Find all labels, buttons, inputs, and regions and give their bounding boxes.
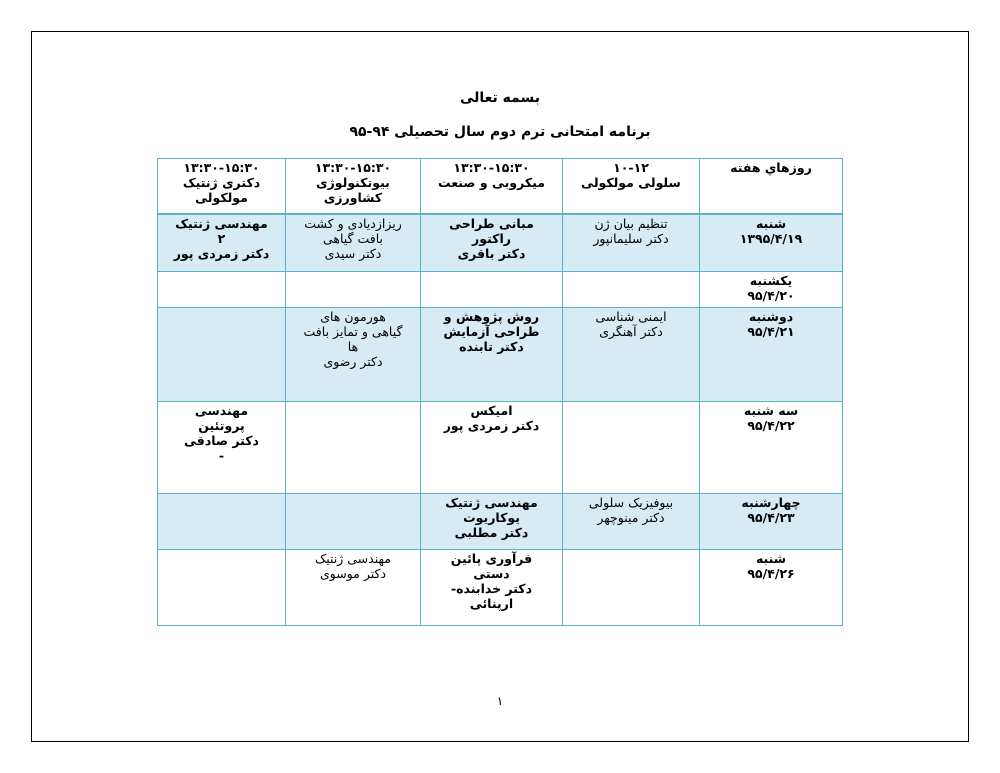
table-row (158, 308, 843, 402)
cell-line: دکتر سیدی (324, 245, 382, 261)
cell-line: دکتر زمردی پور (173, 245, 270, 261)
table-header-row (158, 159, 843, 214)
cell-line: گیاهی و تمایز بافت (303, 324, 403, 339)
header-col-3 (286, 159, 421, 214)
course-cell (286, 402, 421, 494)
cell-line: ارپنائی (469, 596, 514, 611)
course-cell (421, 272, 563, 308)
cell-line: دکتر مطلبی (454, 525, 529, 540)
day-cell (700, 494, 843, 550)
day-cell (700, 308, 843, 402)
cell-line: هورمون های (320, 309, 386, 324)
course-cell (421, 214, 563, 272)
cell-line: دکتر باقری (457, 245, 526, 261)
cell-line: بیوتکنولوژی (316, 175, 390, 190)
day-cell (700, 550, 843, 626)
cell-line: دکتر آهنگری (599, 324, 663, 339)
cell-line: پروتئین (198, 418, 245, 433)
exam-schedule-table (157, 158, 843, 626)
cell-line: ایمنی شناسی (595, 309, 667, 324)
cell-line: تنظیم بیان ژن (594, 215, 668, 231)
day-cell (700, 214, 843, 272)
cell-line: ۹۵/۴/۲۶ (747, 566, 795, 581)
cell-line: کشاورزی (323, 190, 383, 205)
header-day (700, 159, 843, 214)
header-col-2 (421, 159, 563, 214)
day-cell (700, 272, 843, 308)
cell-line: ۱۳۹۵/۴/۱۹ (739, 230, 803, 246)
cell-line: ۹۵/۴/۲۰ (747, 288, 795, 303)
cell-line: دکتر رضوی (323, 354, 383, 369)
cell-line: امیکس (470, 403, 513, 418)
course-cell (563, 308, 700, 402)
table-row (158, 214, 843, 272)
document-title: بسمه تعالی (459, 90, 541, 106)
course-cell (158, 214, 286, 272)
course-cell (563, 402, 700, 494)
table-row (158, 402, 843, 494)
cell-line: ریزازدیادی و کشت (304, 215, 402, 231)
cell-line: روزهاي هفته (730, 160, 812, 175)
cell-line: بافت گیاهی (322, 230, 384, 246)
course-cell (158, 494, 286, 550)
cell-line: مهندسی (194, 403, 249, 418)
cell-line: راکتور (472, 230, 511, 246)
cell-line: شنبه (755, 215, 787, 231)
table-row (158, 550, 843, 626)
cell-line: مهندسی ژنتیک (175, 215, 268, 231)
cell-line: دکتر تابنده (459, 339, 524, 354)
cell-line: ۱۰-۱۲ (613, 160, 649, 175)
course-cell (286, 214, 421, 272)
course-cell (563, 550, 700, 626)
cell-line: طراحی آزمایش (443, 324, 540, 339)
cell-line: دوشنبه (748, 309, 794, 324)
cell-line: دکتر مینوچهر (597, 510, 665, 525)
cell-line: ۹۵/۴/۲۲ (747, 418, 795, 433)
cell-line: دکتر موسوی (319, 566, 387, 581)
header-col-1 (563, 159, 700, 214)
course-cell (158, 550, 286, 626)
cell-line: سلولی مولکولی (581, 175, 681, 190)
cell-line: دکتر سلیمانپور (593, 230, 669, 246)
cell-line: - (218, 448, 225, 463)
course-cell (563, 272, 700, 308)
course-cell (563, 214, 700, 272)
cell-line: مهندسی ژنتیک (445, 495, 538, 510)
cell-line: ۹۵/۴/۲۳ (747, 510, 795, 525)
cell-line: یکشنبه (749, 273, 793, 288)
cell-line: میکروبی و صنعت (438, 175, 545, 190)
cell-line: ۱۳:۳۰-۱۵:۳۰ (453, 160, 530, 175)
cell-line: مهندسی ژنتیک (315, 551, 391, 566)
course-cell (158, 308, 286, 402)
course-cell (421, 550, 563, 626)
cell-line: بیوفیزیک سلولی (588, 495, 674, 510)
cell-line: فرآوری پائین (450, 551, 533, 566)
course-cell (286, 272, 421, 308)
cell-line: یوکاریوت (463, 510, 520, 525)
document-subtitle: برنامه امتحانی ترم دوم سال تحصیلی ۹۴-۹۵ (349, 124, 651, 140)
page-number: ۱ (496, 694, 504, 708)
cell-line: روش پژوهش و (443, 309, 540, 324)
cell-line: شنبه (755, 551, 787, 566)
course-cell (421, 308, 563, 402)
cell-line: دکتر زمردی پور (443, 418, 540, 433)
course-cell (286, 494, 421, 550)
course-cell (563, 494, 700, 550)
course-cell (286, 550, 421, 626)
cell-line: دکتری ژنتیک (182, 175, 261, 190)
table-row (158, 494, 843, 550)
course-cell (158, 272, 286, 308)
cell-line: دکتر خدابنده- (450, 581, 532, 596)
course-cell (158, 402, 286, 494)
cell-line: ۱۳:۳۰-۱۵:۳۰ (183, 160, 260, 175)
course-cell (421, 494, 563, 550)
cell-line: مولکولی (195, 190, 248, 205)
cell-line: سه شنبه (743, 403, 799, 418)
day-cell (700, 402, 843, 494)
table-row (158, 272, 843, 308)
cell-line: ها (347, 339, 359, 354)
cell-line: مبانی طراحی (449, 215, 534, 231)
cell-line: ۱۳:۳۰-۱۵:۳۰ (314, 160, 392, 175)
cell-line: ۹۵/۴/۲۱ (747, 324, 795, 339)
course-cell (286, 308, 421, 402)
course-cell (421, 402, 563, 494)
header-col-4 (158, 159, 286, 214)
cell-line: ۲ (217, 230, 226, 246)
cell-line: دکتر صادقی (184, 433, 259, 448)
cell-line: چهارشنبه (741, 495, 801, 510)
cell-line: دستی (473, 566, 510, 581)
